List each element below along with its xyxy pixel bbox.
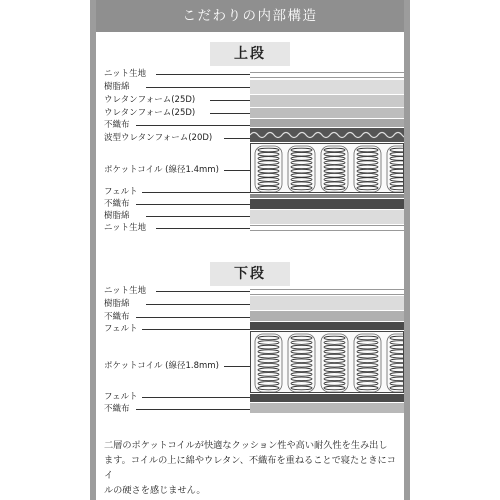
upper-label-wave: 波型ウレタンフォーム(20D) <box>104 133 213 143</box>
upper-leader-urethane-2 <box>210 113 250 114</box>
coil-pocket <box>354 334 381 392</box>
lower-label-nonwoven: 不織布 <box>104 312 130 322</box>
lower-leader-knit <box>156 291 250 292</box>
upper-felt-layer <box>250 194 404 198</box>
description-line-3: ルの硬さを感じません。 <box>104 485 206 496</box>
lower-leader-felt <box>142 329 250 330</box>
upper-wave-urethane-layer <box>250 128 404 142</box>
upper-nonwoven-bottom-layer <box>250 199 404 209</box>
right-border-bar <box>404 0 410 500</box>
lower-label-knit: ニット生地 <box>104 286 147 296</box>
upper-label-urethane-2: ウレタンフォーム(25D) <box>104 108 196 118</box>
coil-pocket <box>387 334 404 392</box>
upper-coil-graphic <box>251 144 404 193</box>
lower-label-coil: ポケットコイル (線径1.8mm) <box>104 361 219 371</box>
lower-leader-nonwoven-2 <box>136 409 250 410</box>
upper-leader-nonwoven-2 <box>136 204 250 205</box>
page-title: こだわりの内部構造 <box>96 0 404 32</box>
lower-section-title: 下段 <box>210 262 290 286</box>
coil-pocket <box>255 334 282 392</box>
lower-leader-coil <box>224 366 250 367</box>
lower-leader-felt-2 <box>142 397 250 398</box>
lower-nonwoven-layer <box>250 311 404 321</box>
lower-resin-cotton-layer <box>250 296 404 310</box>
upper-leader-knit <box>156 74 250 75</box>
coil-pocket <box>354 146 381 192</box>
lower-pocket-coil-zone <box>250 331 404 393</box>
upper-label-resin: 樹脂綿 <box>104 82 130 92</box>
coil-pocket <box>321 334 348 392</box>
upper-knit-top-layer <box>250 72 404 78</box>
coil-pocket <box>255 146 282 192</box>
lower-coil-graphic <box>251 332 404 393</box>
upper-nonwoven-layer <box>250 119 404 127</box>
upper-label-knit: ニット生地 <box>104 69 147 79</box>
upper-leader-knit-2 <box>156 228 250 229</box>
upper-urethane-layer-1 <box>250 95 404 107</box>
upper-pocket-coil-zone <box>250 143 404 193</box>
lower-label-resin: 樹脂綿 <box>104 299 130 309</box>
lower-felt-bottom-layer <box>250 394 404 402</box>
coil-pocket <box>321 146 348 192</box>
upper-section-title: 上段 <box>210 42 290 66</box>
description-line-2: ます。コイルの上に綿やウレタン、不織布を重ねることで寝たときにコイ <box>104 455 396 481</box>
upper-resin-cotton-layer <box>250 80 404 94</box>
upper-label-coil: ポケットコイル (線径1.4mm) <box>104 165 219 175</box>
lower-label-nonwoven-2: 不織布 <box>104 404 130 414</box>
lower-felt-layer <box>250 322 404 330</box>
lower-leader-nonwoven <box>136 317 250 318</box>
upper-leader-wave <box>224 138 250 139</box>
upper-leader-felt <box>142 192 250 193</box>
upper-urethane-layer-2 <box>250 108 404 118</box>
upper-leader-resin-2 <box>146 216 250 217</box>
upper-label-resin-2: 樹脂綿 <box>104 211 130 221</box>
description-line-1: 二層のポケットコイルが快適なクッション性や高い耐久性を生み出し <box>104 440 388 451</box>
lower-nonwoven-bottom-layer <box>250 403 404 413</box>
description-text <box>104 438 404 498</box>
upper-resin-cotton-bottom-layer <box>250 210 404 224</box>
upper-label-nonwoven: 不織布 <box>104 120 130 130</box>
lower-label-felt: フェルト <box>104 324 138 334</box>
upper-label-felt: フェルト <box>104 187 138 197</box>
upper-leader-nonwoven <box>136 125 250 126</box>
upper-label-nonwoven-2: 不織布 <box>104 199 130 209</box>
coil-pocket <box>288 334 315 392</box>
coil-pocket <box>288 146 315 192</box>
lower-knit-layer <box>250 289 404 295</box>
upper-knit-bottom-layer <box>250 225 404 231</box>
upper-label-urethane-1: ウレタンフォーム(25D) <box>104 95 196 105</box>
upper-leader-coil <box>224 170 250 171</box>
upper-leader-resin <box>146 87 250 88</box>
lower-label-felt-2: フェルト <box>104 392 138 402</box>
lower-leader-resin <box>146 304 250 305</box>
upper-label-knit-2: ニット生地 <box>104 223 147 233</box>
upper-leader-urethane-1 <box>210 100 250 101</box>
left-border-bar <box>90 0 96 500</box>
coil-pocket <box>387 146 404 192</box>
